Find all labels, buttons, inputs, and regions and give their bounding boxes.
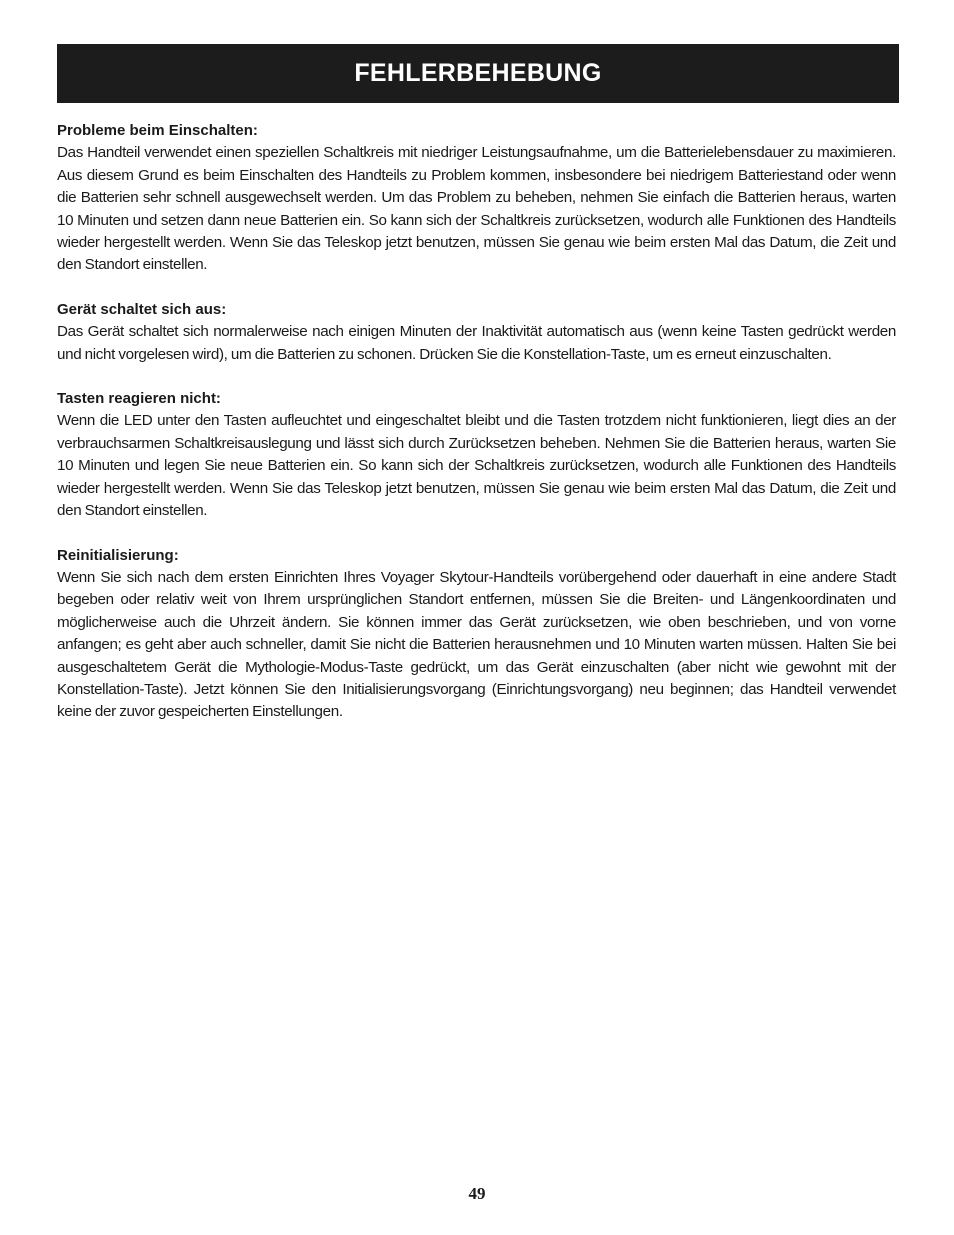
page-title: FEHLERBEHEBUNG [354, 59, 602, 87]
section-reinitialization [57, 545, 896, 724]
section-heading: Tasten reagieren nicht: [57, 390, 221, 408]
section-paragraph: Das Gerät schaltet sich normalerweise nach einigen Minuten der Inaktivität automatisch aus (wenn keine Tasten gedrückt werden und nicht vorgelesen wird), um die Batterien zu schonen. Drücken Sie die Konstellation-Taste, um es erneut einzuschalten. [57, 323, 896, 363]
section-heading: Reinitialisierung: [57, 546, 179, 564]
section-power-on-problems [57, 120, 896, 277]
page-number: 49 [468, 1184, 486, 1203]
title-bar [57, 44, 899, 103]
section-heading: Probleme beim Einschalten: [57, 122, 258, 139]
section-paragraph: Wenn die LED unter den Tasten aufleuchtet und eingeschaltet bleibt und die Tasten trotzdem nicht funktionieren, liegt dies an der verbrauchsarmen Schaltkreisauslegung und lässt sich durch Zurücksetzen beheben. Nehmen Sie die Batterien heraus, warten Sie 10 Minuten und legen Sie neue Batterien ein. So kann sich der Schaltkreis zurücksetzen, wodurch alle Funktionen des Handteils wieder hergestellt werden. Wenn Sie das Teleskop jetzt benutzen, müssen Sie genau wie beim ersten Mal das Datum, die Zeit und den Standort einstellen. [57, 412, 896, 520]
section-heading: Gerät schaltet sich aus: [57, 300, 227, 318]
section-paragraph: Das Handteil verwendet einen speziellen Schaltkreis mit niedriger Leistungsaufnahme, um die Batterielebensdauer zu maximieren. Aus diesem Grund es beim Einschalten des Handteils zu Problem kommen, insbesondere bei niedrigem Batteriestand oder wenn die Batterien sehr schnell ausgewechselt werden. Um das Problem zu beheben, nehmen Sie einfach die Batterien heraus, warten 10 Minuten und setzen dann neue Batterien ein. So kann sich der Schaltkreis zurücksetzen, wodurch alle Funktionen des Handteils wieder hergestellt werden. Wenn Sie das Teleskop jetzt benutzen, müssen Sie genau wie beim ersten Mal das Datum, die Zeit und den Standort einstellen. [57, 144, 896, 274]
document-body [57, 120, 896, 746]
section-paragraph: Wenn Sie sich nach dem ersten Einrichten Ihres Voyager Skytour-Handteils vorübergehend oder dauerhaft in eine andere Stadt begeben oder relativ weit von Ihrem ursprünglichen Standort entfernen, müssen Sie die Breiten- und Längenkoordinaten und möglicherweise auch die Uhrzeit ändern. Sie können immer das Gerät zurücksetzen, wie oben beschrieben, und von vorne anfangen; es geht aber auch schneller, damit Sie nicht die Batterien herausnehmen und 10 Minuten warten müssen. Halten Sie bei ausgeschaltetem Gerät die Mythologie-Modus-Taste gedrückt, um das Gerät einzuschalten (aber nicht wie gewohnt mit der Konstellation-Taste). Jetzt können Sie den Initialisierungsvorgang (Einrichtungsvorgang) neu beginnen; das Handteil verwendet keine der zuvor gespeicherten Einstellungen. [57, 568, 896, 721]
section-buttons-unresponsive [57, 388, 896, 522]
section-device-turns-off [57, 299, 896, 366]
